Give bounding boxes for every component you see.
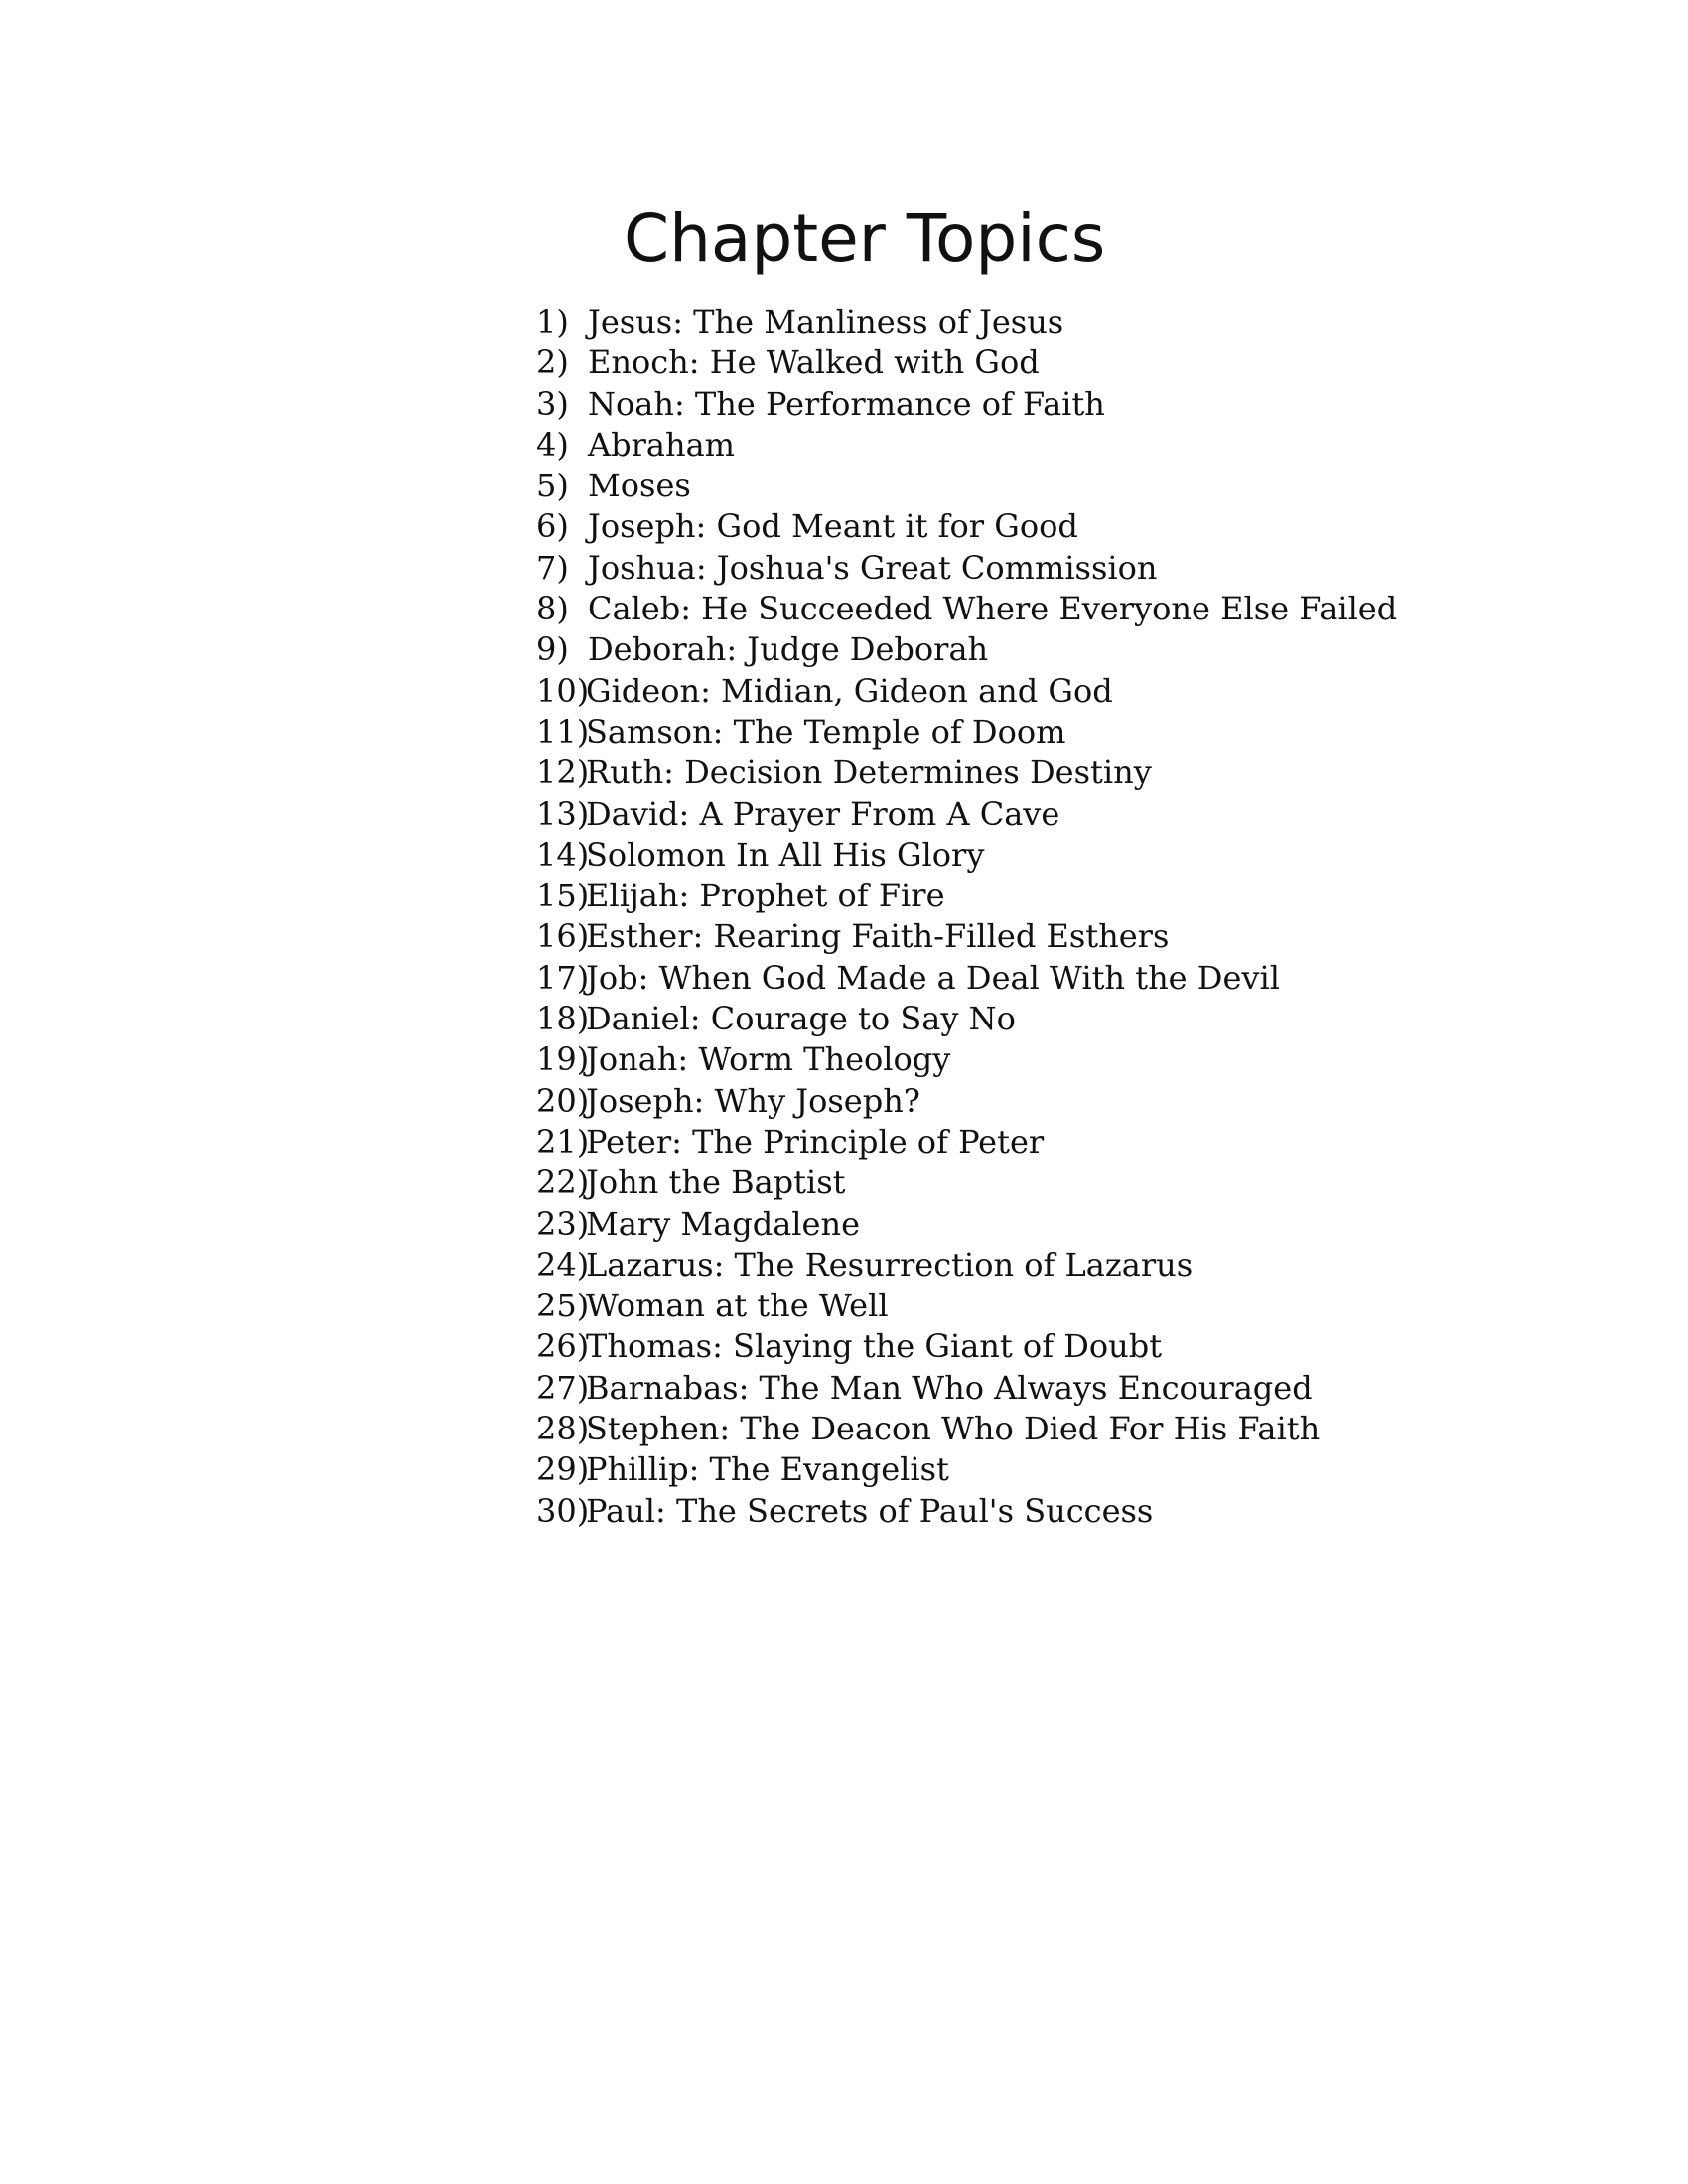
topic-text: Phillip: The Evangelist bbox=[586, 1450, 949, 1489]
topic-number: 23) bbox=[536, 1204, 590, 1243]
topic-number: 10) bbox=[536, 671, 590, 710]
topic-number: 6) bbox=[536, 507, 569, 546]
topic-number: 7) bbox=[536, 548, 569, 587]
topic-text: Ruth: Decision Determines Destiny bbox=[586, 753, 1152, 792]
topic-number: 1) bbox=[536, 303, 569, 341]
topic-number: 25) bbox=[536, 1287, 590, 1325]
topic-text: Jonah: Worm Theology bbox=[586, 1040, 951, 1079]
topic-text: Moses bbox=[588, 467, 691, 505]
topic-text: Deborah: Judge Deborah bbox=[588, 630, 989, 669]
topic-text: Gideon: Midian, Gideon and God bbox=[586, 671, 1113, 710]
topic-number: 30) bbox=[536, 1491, 590, 1530]
topic-number: 16) bbox=[536, 917, 590, 956]
topic-number: 11) bbox=[536, 712, 590, 751]
topic-text: Barnabas: The Man Who Always Encouraged bbox=[586, 1368, 1313, 1407]
topic-text: Stephen: The Deacon Who Died For His Faith bbox=[586, 1410, 1321, 1448]
topic-number: 8) bbox=[536, 590, 569, 628]
topic-text: Caleb: He Succeeded Where Everyone Else Failed bbox=[588, 590, 1398, 628]
topic-number: 15) bbox=[536, 877, 590, 915]
topic-number: 18) bbox=[536, 1000, 590, 1038]
topic-number: 19) bbox=[536, 1040, 590, 1079]
topic-text: Woman at the Well bbox=[586, 1287, 889, 1325]
topic-text: Paul: The Secrets of Paul's Success bbox=[586, 1491, 1154, 1530]
topic-text: Lazarus: The Resurrection of Lazarus bbox=[586, 1245, 1194, 1284]
topic-number: 26) bbox=[536, 1327, 590, 1366]
topic-number: 27) bbox=[536, 1368, 590, 1407]
topic-text: Thomas: Slaying the Giant of Doubt bbox=[586, 1327, 1163, 1366]
topic-text: Daniel: Courage to Say No bbox=[586, 1000, 1016, 1038]
topic-number: 5) bbox=[536, 467, 569, 505]
topic-text: John the Baptist bbox=[586, 1163, 846, 1202]
topic-number: 3) bbox=[536, 384, 569, 423]
topic-number: 2) bbox=[536, 343, 569, 382]
topic-number: 29) bbox=[536, 1450, 590, 1489]
topic-text: Elijah: Prophet of Fire bbox=[586, 877, 945, 915]
topic-number: 14) bbox=[536, 835, 590, 874]
topic-number: 24) bbox=[536, 1245, 590, 1284]
topic-text: Esther: Rearing Faith-Filled Esthers bbox=[586, 917, 1170, 956]
topic-text: Joseph: Why Joseph? bbox=[586, 1081, 920, 1120]
topic-text: Job: When God Made a Deal With the Devil bbox=[586, 958, 1280, 997]
topic-number: 20) bbox=[536, 1081, 590, 1120]
topic-number: 9) bbox=[536, 630, 569, 669]
topic-text: Enoch: He Walked with God bbox=[588, 343, 1040, 382]
topic-number: 21) bbox=[536, 1122, 590, 1160]
topic-text: Noah: The Performance of Faith bbox=[588, 384, 1105, 423]
topic-text: David: A Prayer From A Cave bbox=[586, 794, 1060, 833]
topic-text: Mary Magdalene bbox=[586, 1204, 860, 1243]
topic-text: Jesus: The Manliness of Jesus bbox=[588, 303, 1064, 341]
topic-text: Abraham bbox=[588, 425, 735, 464]
topic-text: Joseph: God Meant it for Good bbox=[588, 507, 1078, 546]
topic-number: 4) bbox=[536, 425, 569, 464]
topic-text: Samson: The Temple of Doom bbox=[586, 712, 1066, 751]
topic-number: 12) bbox=[536, 753, 590, 792]
page-title: Chapter Topics bbox=[624, 201, 1106, 277]
topic-text: Solomon In All His Glory bbox=[586, 835, 985, 874]
topic-number: 17) bbox=[536, 958, 590, 997]
topic-number: 13) bbox=[536, 794, 590, 833]
topic-number: 28) bbox=[536, 1410, 590, 1448]
topic-text: Joshua: Joshua's Great Commission bbox=[588, 548, 1158, 587]
topic-number: 22) bbox=[536, 1163, 590, 1202]
topic-text: Peter: The Principle of Peter bbox=[586, 1122, 1045, 1160]
